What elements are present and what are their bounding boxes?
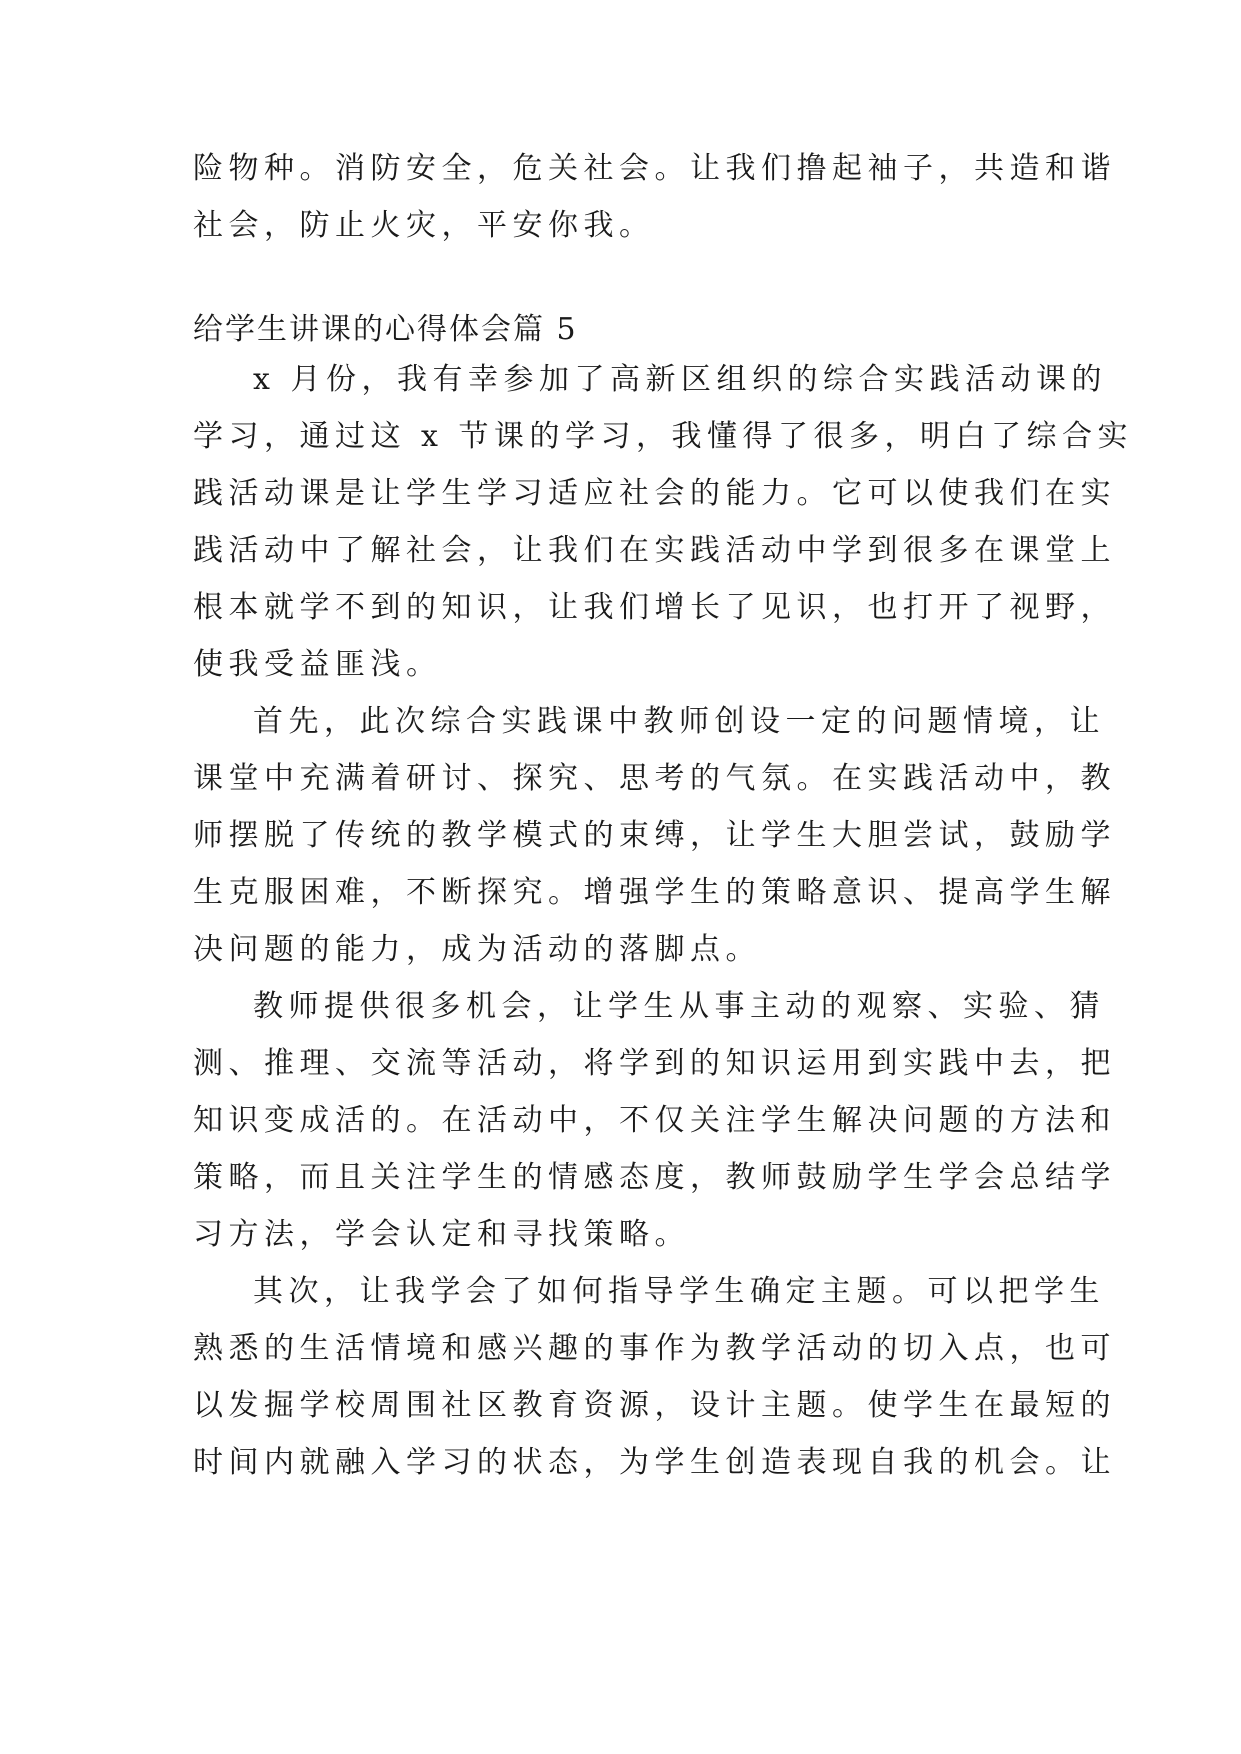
paragraph-line: x 月份，我有幸参加了高新区组织的综合实践活动课的 bbox=[253, 362, 1107, 397]
paragraph-line: 决问题的能力，成为活动的落脚点。 bbox=[193, 932, 761, 967]
paragraph-line: 学习，通过这 x 节课的学习，我懂得了很多，明白了综合实 bbox=[193, 419, 1133, 454]
paragraph-line: 首先，此次综合实践课中教师创设一定的问题情境，让 bbox=[253, 704, 1105, 739]
paragraph-line: 社会，防止火灾，平安你我。 bbox=[193, 208, 655, 243]
paragraph-line: 根本就学不到的知识，让我们增长了见识，也打开了视野， bbox=[193, 590, 1116, 625]
paragraph-line: 测、推理、交流等活动，将学到的知识运用到实践中去，把 bbox=[193, 1046, 1116, 1081]
paragraph-line: 其次，让我学会了如何指导学生确定主题。可以把学生 bbox=[253, 1274, 1105, 1309]
paragraph-line: 使我受益匪浅。 bbox=[193, 647, 442, 682]
paragraph-line: 践活动中了解社会，让我们在实践活动中学到很多在课堂上 bbox=[193, 533, 1116, 568]
paragraph-line: 教师提供很多机会，让学生从事主动的观察、实验、猜 bbox=[253, 989, 1105, 1024]
paragraph-line: 时间内就融入学习的状态，为学生创造表现自我的机会。让 bbox=[193, 1445, 1116, 1480]
paragraph-line: 险物种。消防安全，危关社会。让我们撸起袖子，共造和谐 bbox=[193, 151, 1116, 186]
paragraph-line: 习方法，学会认定和寻找策略。 bbox=[193, 1217, 690, 1252]
paragraph-line: 践活动课是让学生学习适应社会的能力。它可以使我们在实 bbox=[193, 476, 1116, 511]
section-heading: 给学生讲课的心得体会篇 5 bbox=[193, 312, 578, 347]
paragraph-line: 熟悉的生活情境和感兴趣的事作为教学活动的切入点，也可 bbox=[193, 1331, 1116, 1366]
paragraph-line: 生克服困难，不断探究。增强学生的策略意识、提高学生解 bbox=[193, 875, 1116, 910]
paragraph-line: 师摆脱了传统的教学模式的束缚，让学生大胆尝试，鼓励学 bbox=[193, 818, 1116, 853]
paragraph-line: 以发掘学校周围社区教育资源，设计主题。使学生在最短的 bbox=[193, 1388, 1116, 1423]
paragraph-line: 课堂中充满着研讨、探究、思考的气氛。在实践活动中，教 bbox=[193, 761, 1116, 796]
paragraph-line: 策略，而且关注学生的情感态度，教师鼓励学生学会总结学 bbox=[193, 1160, 1116, 1195]
paragraph-line: 知识变成活的。在活动中，不仅关注学生解决问题的方法和 bbox=[193, 1103, 1116, 1138]
